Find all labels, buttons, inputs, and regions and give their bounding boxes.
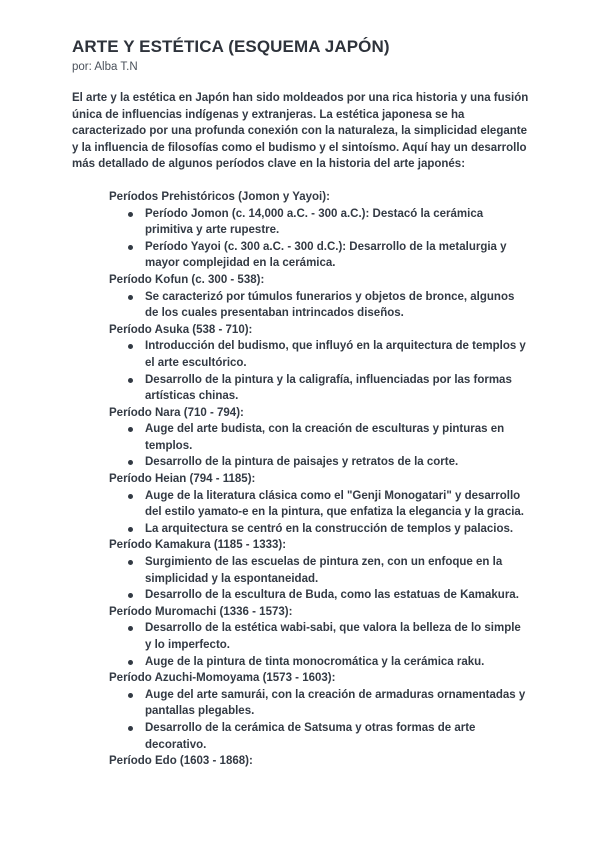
list-item <box>145 289 530 322</box>
bullet-icon <box>128 560 133 565</box>
list-item-text: Desarrollo de la pintura de paisajes y retratos de la corte. <box>145 456 459 469</box>
period-nara <box>109 405 530 471</box>
period-title: Período Asuka (538 - 710): <box>109 323 253 336</box>
list-item <box>145 587 530 604</box>
bullet-icon <box>128 378 133 383</box>
list-item-text: Período Yayoi (c. 300 a.C. - 300 d.C.): Desarrollo de la metalurgia y mayor complejidad en la cerámica. <box>145 240 507 270</box>
period-prehistoric <box>109 189 530 272</box>
bullet-icon <box>128 593 133 598</box>
list-item-text: Auge de la literatura clásica como el "Genji Monogatari" y desarrollo del estilo yamato-e en la pintura, que enfatiza la elegancia y la gracia. <box>145 489 524 519</box>
list-item-text: La arquitectura se centró en la construcción de templos y palacios. <box>145 522 514 535</box>
period-edo <box>109 753 530 770</box>
period-items <box>109 206 530 272</box>
bullet-icon <box>128 494 133 499</box>
bullet-icon <box>128 726 133 731</box>
period-items <box>109 289 530 322</box>
list-item <box>145 554 530 587</box>
document-title: ARTE Y ESTÉTICA (ESQUEMA JAPÓN) <box>72 37 390 56</box>
list-item-text: Período Jomon (c. 14,000 a.C. - 300 a.C.): Destacó la cerámica primitiva y arte rupestre. <box>145 207 484 237</box>
period-title: Período Kofun (c. 300 - 538): <box>109 273 265 286</box>
period-items <box>109 554 530 604</box>
list-item <box>145 620 530 653</box>
list-item-text: Introducción del budismo, que influyó en la arquitectura de templos y el arte escultórico. <box>145 340 526 369</box>
period-title: Período Heian (794 - 1185): <box>109 473 256 486</box>
list-item <box>145 720 530 753</box>
list-item <box>145 521 530 538</box>
period-title: Período Nara (710 - 794): <box>109 406 244 419</box>
list-item-text: Auge del arte budista, con la creación de esculturas y pinturas en templos. <box>145 423 505 452</box>
list-item-text: Desarrollo de la cerámica de Satsuma y otras formas de arte decorativo. <box>145 721 476 751</box>
period-asuka <box>109 322 530 405</box>
list-item-text: Desarrollo de la estética wabi-sabi, que valora la belleza de lo simple y lo imperfecto. <box>145 622 521 651</box>
period-items <box>109 620 530 670</box>
bullet-icon <box>128 626 133 631</box>
list-item-text: Auge del arte samurái, con la creación de armaduras ornamentadas y pantallas plegables. <box>145 688 526 718</box>
bullet-icon <box>128 427 133 432</box>
list-item-text: Surgimiento de las escuelas de pintura zen, con un enfoque en la simplicidad y la espontaneidad. <box>145 556 503 585</box>
list-item-text: Desarrollo de la pintura y la caligrafía, influenciadas por las formas artísticas chinas. <box>145 373 512 403</box>
period-title: Período Azuchi-Momoyama (1573 - 1603): <box>109 672 336 685</box>
list-item <box>145 654 530 671</box>
bullet-icon <box>128 344 133 349</box>
period-items <box>109 488 530 538</box>
list-item <box>145 488 530 521</box>
list-item <box>145 239 530 272</box>
list-item <box>145 338 530 371</box>
bullet-icon <box>128 212 133 217</box>
period-kofun <box>109 272 530 322</box>
period-items <box>109 338 530 404</box>
intro-paragraph: El arte y la estética en Japón han sido moldeados por una rica historia y una fusión única de influencias indígenas y extranjeras. La estética japonesa se ha caracterizado por una profunda conexión con la naturaleza, la simplicidad elegante y la influencia de filosofías como el budismo y el sintoísmo. Aquí hay un desarrollo más detallado de algunos períodos clave en la historia del arte japonés: <box>72 92 529 171</box>
bullet-icon <box>128 460 133 465</box>
period-title: Período Edo (1603 - 1868): <box>109 755 253 768</box>
list-item <box>145 454 530 471</box>
document-author: por: Alba T.N <box>72 61 138 73</box>
bullet-icon <box>128 245 133 250</box>
list-item <box>145 421 530 454</box>
period-muromachi <box>109 604 530 670</box>
period-heian <box>109 471 530 537</box>
period-azuchi-momoyama <box>109 670 530 753</box>
bullet-icon <box>128 660 133 665</box>
periods-outline <box>109 189 530 770</box>
list-item <box>145 206 530 239</box>
period-title: Períodos Prehistóricos (Jomon y Yayoi): <box>109 190 330 203</box>
period-title: Período Kamakura (1185 - 1333): <box>109 539 287 552</box>
list-item-text: Auge de la pintura de tinta monocromática y la cerámica raku. <box>145 655 485 668</box>
period-items <box>109 421 530 471</box>
list-item-text: Se caracterizó por túmulos funerarios y objetos de bronce, algunos de los cuales presentaban intrincados diseños. <box>145 290 515 320</box>
period-kamakura <box>109 537 530 603</box>
bullet-icon <box>128 295 133 300</box>
list-item-text: Desarrollo de la escultura de Buda, como las estatuas de Kamakura. <box>145 589 519 602</box>
period-items <box>109 687 530 753</box>
bullet-icon <box>128 693 133 698</box>
list-item <box>145 372 530 405</box>
list-item <box>145 687 530 720</box>
period-title: Período Muromachi (1336 - 1573): <box>109 605 293 618</box>
bullet-icon <box>128 527 133 532</box>
